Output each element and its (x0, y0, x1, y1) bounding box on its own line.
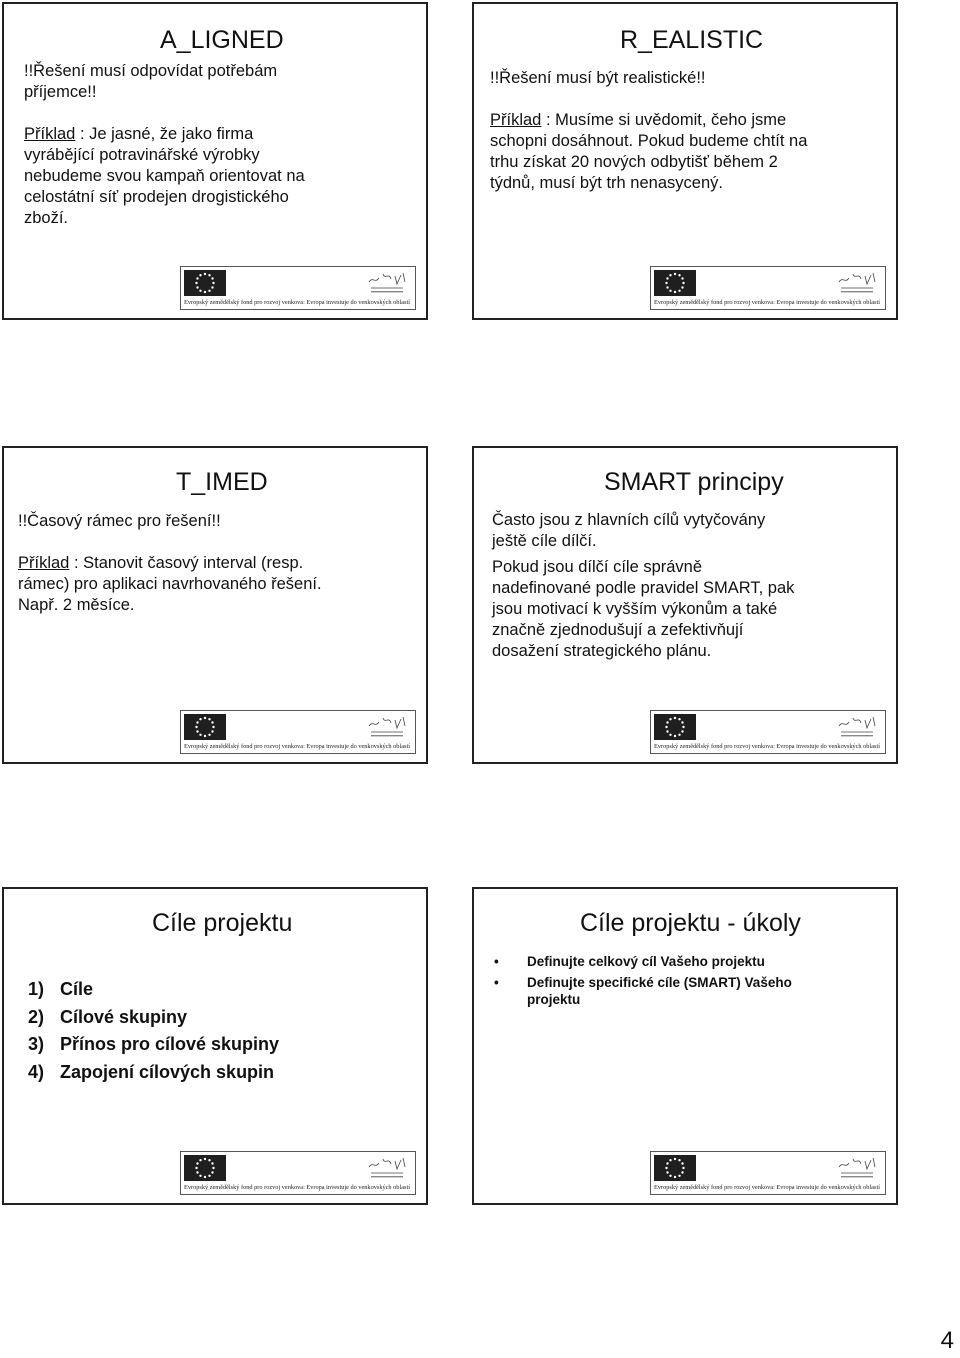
example-text: : Musíme si uvědomit, čeho jsme schopni dosáhnout. Pokud budeme chtít na trhu získat 20 nových odbytišť během 2 týdnů, musí být trh nenasycený. (490, 111, 808, 192)
tasks-list (492, 953, 812, 1012)
list-item (28, 1004, 279, 1032)
list-number: 2) (28, 1006, 45, 1027)
list-text: Přínos pro cílové skupiny (60, 1034, 280, 1054)
list-item (492, 974, 812, 1008)
slide-body (18, 511, 358, 616)
slide-title: SMART principy (604, 468, 784, 496)
slide-timed (2, 446, 428, 764)
footer-text: Evropský zemědělský fond pro rozvoj venkova: Evropa investuje do venkovských oblastí (184, 1184, 410, 1191)
list-number: 1) (28, 979, 45, 999)
slide-headline: !!Řešení musí být realistické!! (490, 69, 706, 87)
footer-text: Evropský zemědělský fond pro rozvoj venkova: Evropa investuje do venkovských oblastí (654, 1184, 880, 1191)
example-label: Příklad (24, 125, 76, 143)
list-item (28, 1031, 279, 1059)
example-paragraph (24, 124, 324, 229)
list-number: 3) (28, 1034, 45, 1054)
bullet-icon: • (494, 975, 499, 990)
list-text: Cíle (60, 979, 94, 999)
leader-logo-icon (835, 1155, 879, 1181)
footer-text: Evropský zemědělský fond pro rozvoj venkova: Evropa investuje do venkovských oblastí (654, 743, 880, 750)
slide-body (24, 61, 324, 229)
footer-text: Evropský zemědělský fond pro rozvoj venkova: Evropa investuje do venkovských oblastí (654, 299, 880, 306)
slide-aligned (2, 2, 428, 320)
footer-text: Evropský zemědělský fond pro rozvoj venkova: Evropa investuje do venkovských oblastí (184, 743, 410, 750)
slide-smart-principles (472, 446, 898, 764)
footer-text: Evropský zemědělský fond pro rozvoj venkova: Evropa investuje do venkovských oblastí (184, 299, 410, 306)
slide-headline: !!Řešení musí odpovídat potřebám příjemce!! (24, 62, 278, 101)
leader-logo-icon (365, 1155, 409, 1181)
leader-logo-icon (835, 270, 879, 296)
eu-funding-banner (180, 266, 416, 310)
page-number: 4 (940, 1327, 954, 1354)
slide-title: R_EALISTIC (620, 26, 764, 54)
paragraph-2: Pokud jsou dílčí cíle správně nadefinované podle pravidel SMART, pak jsou motivací k vyšším výkonům a také značně zjednodušují a zefektivňují dosažení strategického plánu. (492, 558, 795, 660)
example-label: Příklad (490, 111, 542, 129)
eu-flag-icon (184, 1155, 226, 1181)
example-paragraph (18, 553, 358, 616)
leader-logo-icon (835, 714, 879, 740)
example-paragraph (490, 110, 820, 194)
example-label: Příklad (18, 554, 70, 572)
list-text: Cílové skupiny (60, 1006, 188, 1027)
eu-funding-banner (650, 710, 886, 754)
list-number: 4) (28, 1061, 45, 1082)
slide-project-goals (2, 887, 428, 1205)
list-item (28, 1059, 279, 1087)
slide-body (492, 510, 802, 662)
eu-flag-icon (654, 270, 696, 296)
list-text: Definujte specifické cíle (SMART) Vašeho projektu (527, 975, 792, 1007)
goals-list (28, 976, 279, 1086)
slide-realistic (472, 2, 898, 320)
paragraph-1: Často jsou z hlavních cílů vytyčovány ještě cíle dílčí. (492, 511, 766, 550)
eu-funding-banner (180, 1151, 416, 1195)
list-item (28, 976, 279, 1004)
list-text: Zapojení cílových skupin (60, 1061, 275, 1082)
slide-title: T_IMED (176, 468, 268, 496)
example-text: : Stanovit časový interval (resp. rámec) pro aplikaci navrhovaného řešení. Např. 2 měsíce. (18, 554, 322, 614)
eu-funding-banner (650, 266, 886, 310)
eu-funding-banner (650, 1151, 886, 1195)
eu-flag-icon (654, 714, 696, 740)
slide-title: Cíle projektu - úkoly (580, 909, 801, 937)
example-text: : Je jasné, že jako firma vyrábějící potravinářské výrobky nebudeme svou kampaň orientovat na celostátní síť prodejen drogistického zboží. (24, 125, 305, 227)
eu-flag-icon (184, 714, 226, 740)
slide-title: Cíle projektu (152, 909, 293, 937)
leader-logo-icon (365, 270, 409, 296)
slide-title: A_LIGNED (160, 26, 284, 54)
eu-flag-icon (184, 270, 226, 296)
eu-funding-banner (180, 710, 416, 754)
slide-project-tasks (472, 887, 898, 1205)
leader-logo-icon (365, 714, 409, 740)
slide-body (490, 68, 820, 194)
list-item (492, 953, 812, 970)
eu-flag-icon (654, 1155, 696, 1181)
list-text: Definujte celkový cíl Vašeho projektu (527, 954, 765, 969)
slide-headline: !!Časový rámec pro řešení!! (18, 512, 221, 530)
bullet-icon: • (494, 954, 499, 969)
